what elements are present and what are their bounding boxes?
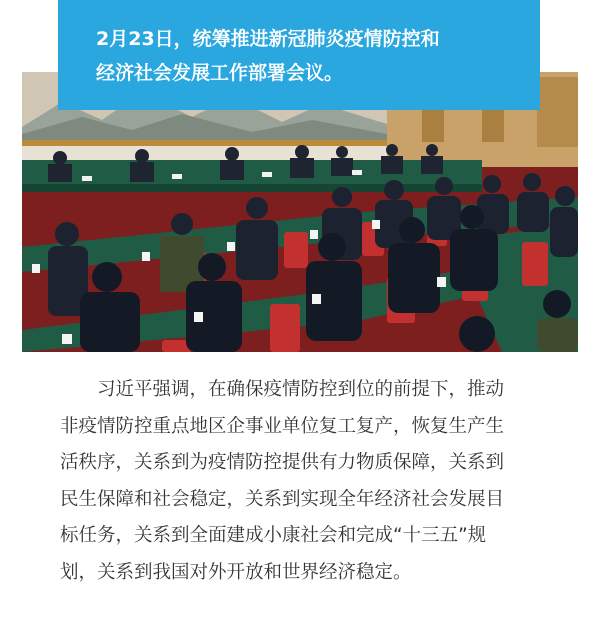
article-line: 习近平强调，在确保疫情防控到位的前提下，推动: [60, 379, 505, 400]
article-line: 划，关系到我国对外开放和世界经济稳定。: [60, 561, 412, 583]
article-line: 非疫情防控重点地区企事业单位复工复产，恢复生产生: [60, 415, 505, 437]
article-body: [60, 372, 580, 591]
caption-line-2: 经济社会发展工作部署会议。: [96, 62, 344, 84]
photo-caption-banner: [58, 0, 540, 110]
meeting-photo: [22, 72, 578, 352]
meeting-photo-illustration: [22, 72, 578, 352]
article-line: 民生保障和社会稳定，关系到实现全年经济社会发展目: [60, 488, 505, 510]
article-line: 标任务，关系到全面建成小康社会和完成“十三五”规: [60, 525, 487, 546]
caption-line-1: 2月23日，统筹推进新冠肺炎疫情防控和: [96, 28, 440, 50]
article-line: 活秩序，关系到为疫情防控提供有力物质保障，关系到: [60, 452, 505, 473]
